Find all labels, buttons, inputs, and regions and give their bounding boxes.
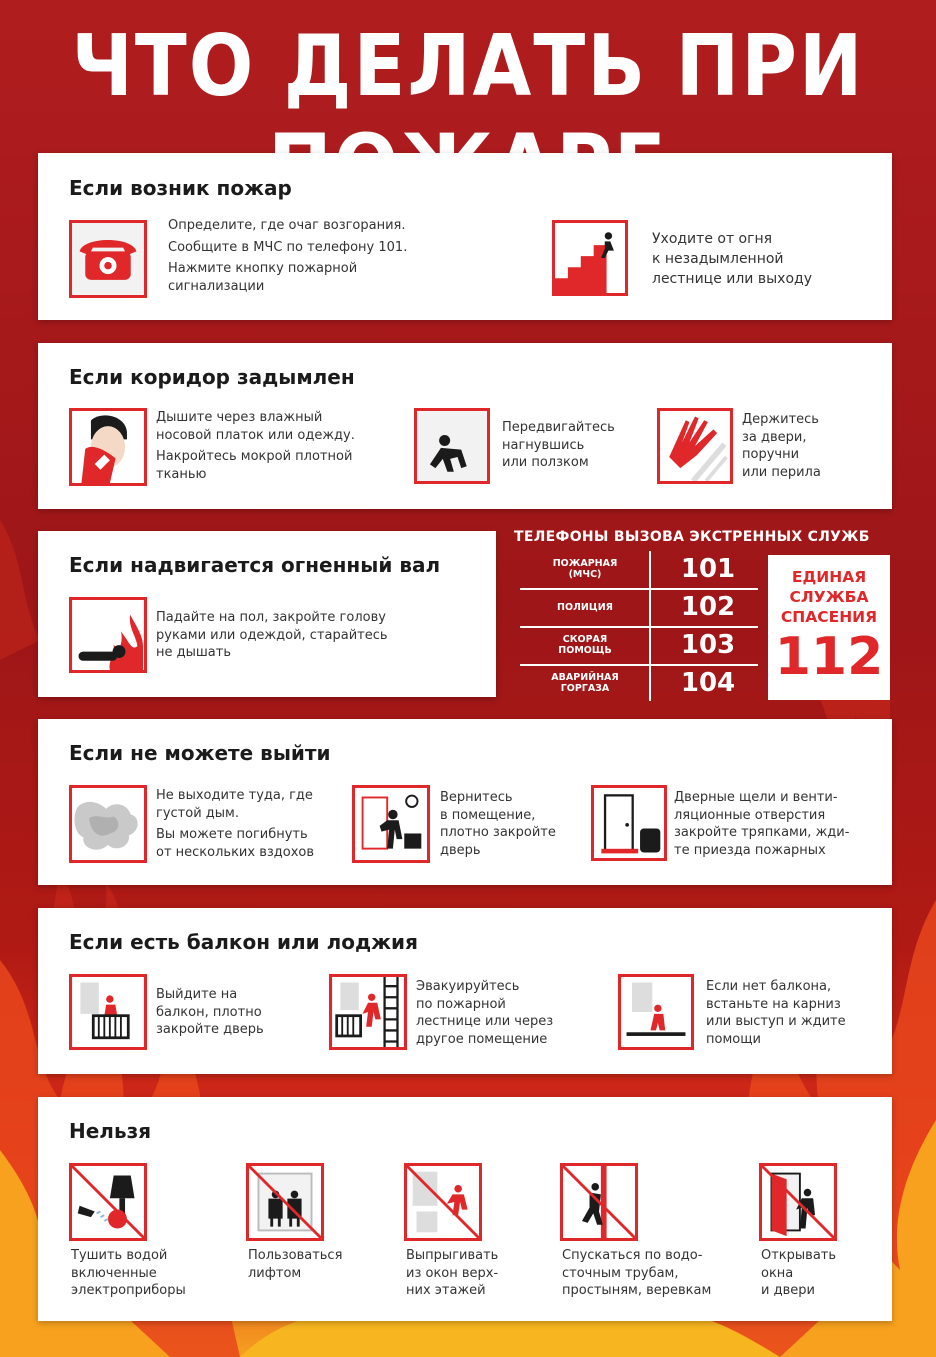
section-smoky-corridor <box>38 343 892 509</box>
text-line: Нажмите кнопку пожарной сигнализации <box>168 261 358 294</box>
service-name: ПОЖАРНАЯ (МЧС) <box>552 558 618 580</box>
text-line: Уходите от огня к незадымленной лестнице или выходу <box>652 231 812 287</box>
hand-on-wall-icon <box>657 408 733 484</box>
text-line: Дышите через влажный носовой платок или одежду. <box>156 410 355 443</box>
text-block <box>674 789 849 859</box>
text-block <box>156 409 355 483</box>
breathe-through-cloth-icon <box>69 408 147 486</box>
text-line: Эвакуируйтесь по пожарной лестнице или через другое помещение <box>416 979 554 1047</box>
text-block <box>416 978 553 1048</box>
no-open-windows-icon <box>759 1163 837 1241</box>
text-block <box>742 411 821 481</box>
text-line: Не выходите туда, где густой дым. <box>156 788 313 821</box>
stairs-exit-icon <box>552 220 628 296</box>
service-name: ПОЛИЦИЯ <box>557 601 613 613</box>
text-block <box>168 217 407 295</box>
text-block <box>156 787 314 861</box>
phone-icon <box>69 220 147 298</box>
text-line: Вы можете погибнуть от нескольких вздохов <box>156 827 315 860</box>
text-block <box>71 1247 186 1300</box>
text-block <box>652 229 812 289</box>
section-fire-started <box>38 153 892 320</box>
text-block <box>761 1247 836 1300</box>
phones-title: ТЕЛЕФОНЫ ВЫЗОВА ЭКСТРЕННЫХ СЛУЖБ <box>514 529 870 545</box>
unified-label: ЕДИНАЯ СЛУЖБА СПАСЕНИЯ <box>780 568 878 626</box>
text-line: Выйдите на балкон, плотно закройте дверь <box>156 987 264 1037</box>
no-pipe-descent-icon <box>560 1163 638 1241</box>
text-line: Падайте на пол, закройте голову руками или одеждой, старайтесь не дышать <box>156 610 388 660</box>
unified-number: 112 <box>774 627 884 687</box>
section-balcony <box>38 908 892 1074</box>
ledge-icon <box>618 974 694 1050</box>
phone-number: 101 <box>680 554 736 584</box>
phone-number: 103 <box>680 630 736 660</box>
service-name: АВАРИЙНАЯ ГОРГАЗА <box>551 672 619 694</box>
text-line: Вернитесь в помещение, плотно закройте дверь <box>440 790 556 858</box>
thick-smoke-icon <box>69 785 147 863</box>
text-block <box>706 978 846 1048</box>
text-line: Спускаться по водо- сточным трубам, простыням, веревкам <box>562 1248 712 1298</box>
poster-title: ЧТО ДЕЛАТЬ ПРИ <box>71 15 865 115</box>
text-block <box>406 1247 498 1300</box>
text-block <box>562 1247 711 1300</box>
phone-row <box>520 551 758 587</box>
text-line: Держитесь за двери, поручни или перила <box>742 412 821 480</box>
text-line: Дверные щели и венти- ляционные отверстия закройте тряпками, жди- те приезда пожарных <box>674 790 850 858</box>
section-title: Если надвигается огненный вал <box>69 553 441 577</box>
phone-number: 102 <box>680 592 736 622</box>
fire-escape-icon <box>329 974 407 1050</box>
balcony-icon <box>69 974 147 1050</box>
text-block <box>156 986 264 1039</box>
section-title: Нельзя <box>69 1119 152 1143</box>
phone-row <box>520 665 758 701</box>
text-line: Накройтесь мокрой плотной тканью <box>156 449 353 482</box>
text-line: Определите, где очаг возгорания. <box>168 218 406 233</box>
text-line: Тушить водой включенные электроприборы <box>71 1248 186 1298</box>
text-block <box>156 609 388 662</box>
no-elevator-icon <box>246 1163 324 1241</box>
text-line: Передвигайтесь нагнувшись или ползком <box>502 420 615 470</box>
text-block <box>440 789 556 859</box>
lie-down-icon <box>69 597 147 673</box>
text-block <box>248 1247 342 1282</box>
text-line: Сообщите в МЧС по телефону 101. <box>168 239 408 255</box>
phone-number: 104 <box>680 668 736 698</box>
text-line: Пользоваться лифтом <box>248 1248 343 1281</box>
emergency-phones-panel <box>510 527 895 705</box>
text-line: Выпрыгивать из окон верх- них этажей <box>406 1248 499 1298</box>
section-cannot-exit <box>38 719 892 885</box>
return-close-door-icon <box>352 785 430 863</box>
phone-row <box>520 627 758 663</box>
section-title: Если коридор задымлен <box>69 365 355 389</box>
unified-rescue-service <box>768 555 890 700</box>
seal-door-gaps-icon <box>591 785 667 861</box>
section-title: Если не можете выйти <box>69 741 331 765</box>
section-title: Если есть балкон или лоджия <box>69 930 418 954</box>
section-forbidden <box>38 1097 892 1321</box>
section-title: Если возник пожар <box>69 176 292 200</box>
text-block <box>502 419 615 472</box>
service-name: СКОРАЯ ПОМОЩЬ <box>558 634 612 656</box>
text-line: Открывать окна и двери <box>761 1248 837 1298</box>
text-line: Если нет балкона, встаньте на карниз или выступ и ждите помощи <box>706 979 846 1047</box>
no-jumping-icon <box>404 1163 482 1241</box>
crouch-move-icon <box>414 408 490 484</box>
phone-row <box>520 589 758 625</box>
section-fire-wall <box>38 531 496 697</box>
no-water-on-electrics-icon <box>69 1163 147 1241</box>
